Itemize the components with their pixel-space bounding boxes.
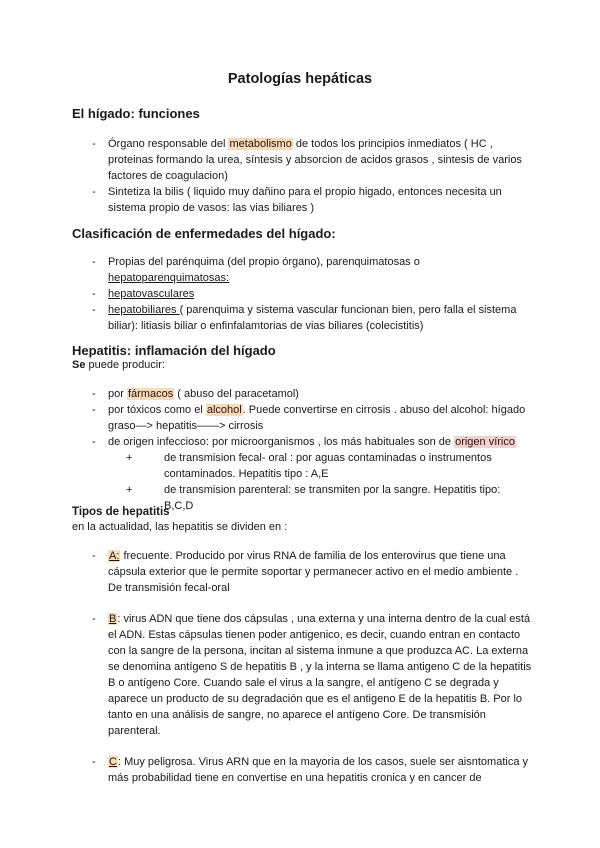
sub-list-item: + de transmision fecal- oral : por aguas contaminadas o instrumentos contaminados. Hepatitis tipo : A,E [108, 450, 532, 482]
section-heading-hepatitis: Hepatitis: inflamación del hígado [72, 343, 276, 358]
page-title: Patologías hepáticas [227, 71, 373, 87]
list-item-hepatitis-b: - B: virus ADN que tiene dos cápsulas , una externa y una interna dentro de la cual está el ADN. Estas cápsulas tienen poder antigenico, es decir, cuando entran en contacto con la sangre de la persona, incitan al sistema inmune a que produzca AC. La externa se denomina antígeno S de hepatitis B , y la interna se llama antigeno C de la hepatitis B o antígeno Core. Cuando sale el virus a la sangre, el antígeno C se degrada y aparece un producto de su degradación que es el antigeno E de la hepatitis B. Por lo tanto en una análisis de sangre, no aparece el antígeno Core. De transmisión parenteral. [72, 611, 532, 739]
list-item-hepatitis-c: - C: Muy peligrosa. Virus ARN que en la mayoria de los casos, suele ser aisntomatica y más probabilidad tiene en convertise en una hepatitis cronica y en cancer de [72, 754, 532, 786]
list-item: - de origen infeccioso: por microorganismos , los más habituales son de origen vírico + de transmision fecal- oral : por aguas contaminadas o instrumentos contaminados. Hepatitis tipo : A,E + de transmision parenteral: se transmiten por la sangre. Hepatitis tipo: B,C,D [72, 434, 532, 514]
hepatitis-intro: Se puede producir: [72, 359, 165, 371]
list-item: - hepatovasculares [72, 286, 532, 302]
tipos-intro: en la actualidad, las hepatitis se dividen en : [72, 521, 288, 533]
highlight: B [109, 613, 117, 625]
highlight: metabolismo [229, 138, 292, 150]
section-heading-tipos: Tipos de hepatitis [72, 506, 170, 518]
list-item-hepatitis-a: - A: frecuente. Producido por virus RNA de familia de los enterovirus que tiene una cápsula exterior que le permite soportar y permanecer activo en el medio ambiente . De transmisión fecal-oral [72, 548, 532, 596]
list-causas [72, 386, 532, 514]
highlight: alcohol [206, 404, 242, 416]
highlight: A: [109, 550, 120, 562]
section-heading-funciones: El hígado: funciones [72, 106, 200, 121]
highlight: C [109, 756, 117, 768]
list-clasificacion [72, 254, 532, 334]
list-funciones [72, 136, 532, 216]
sub-list-item: + de transmision parenteral: se transmiten por la sangre. Hepatitis tipo: B,C,D [108, 482, 532, 514]
list-item: - hepatobiliares ( parenquima y sistema vascular funcionan bien, pero falla el sistema biliar): litiasis biliar o enfinfalamtorias de vias biliares (colecistitis) [72, 302, 532, 334]
section-heading-clasificacion: Clasificación de enfermedades del hígado: [72, 226, 336, 241]
list-tipos [72, 548, 532, 786]
list-item: - por tóxicos como el alcohol. Puede convertirse en cirrosis . abuso del alcohol: hígado graso—> hepatitis——> cirrosis [72, 402, 532, 434]
sublist-transmision [108, 450, 532, 514]
list-item: - por fármacos ( abuso del paracetamol) [72, 386, 532, 402]
list-item: - Propias del parénquima (del propio órgano), parenquimatosas o hepatoparenquimatosas: [72, 254, 532, 286]
list-item: - Órgano responsable del metabolismo de todos los principios inmediatos ( HC , proteinas formando la urea, síntesis y absorcion de acidos grasos , sintesis de varios factores de coagulacion) [72, 136, 532, 184]
highlight: origen vírico [455, 436, 515, 448]
highlight: fármacos [127, 388, 174, 400]
list-item: - Sintetiza la bilis ( liquido muy dañino para el propio higado, entonces necesita un sistema propio de vasos: las vias biliares ) [72, 184, 532, 216]
